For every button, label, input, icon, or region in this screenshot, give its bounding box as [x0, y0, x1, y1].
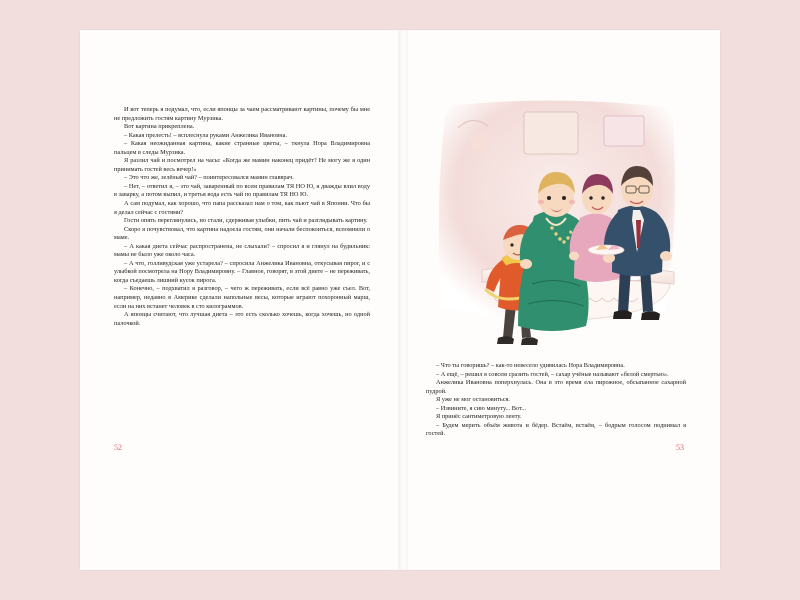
paragraph: – А какая диета сейчас распространена, не слыхали? – спросил я и глянул на будильник: мамы не было уже около часа.	[114, 242, 370, 259]
paragraph: – Какая прелесть! – всплеснула руками Анжелика Ивановна.	[124, 131, 288, 139]
paragraph: – Нет, – ответил я, – это чай, заваренный по всем правилам ТЯ НО Ю, я дважды влил воду в заварку, а потом выпил, и третья вода есть чай по правилам ТЯ НО Ю.	[114, 182, 370, 199]
paragraph: – Конечно, – подхватил я разговор, – чего ж переживать, если всё равно уже съел. Вот, например, недавно в Америке сделали напольные весы, которые играют похоронный марш, если на них встанет человек в сто килограммов.	[114, 285, 370, 310]
paragraph: – Будем мерить объём живота и бёдер. Встаём, встаём, – бодрым голосом поднимал я гостей.	[426, 421, 686, 438]
paragraph: – Какая неожиданная картина, какие странные цветы, – ткнула Нора Владимировна пальцем в следы Мурзика.	[114, 140, 370, 156]
paragraph: Гости опять переглянулись, но стали, сдерживая улыбки, пить чай и разглядывать картину.	[124, 217, 368, 225]
paragraph: Я уже не мог остановиться.	[436, 396, 510, 404]
paragraph: – А что, голливудская уже устарела? – спросила Анжелика Ивановна, откусывая пирог, и с улыбкой посмотрела на Нору Владимировну. – Главное, говорят, в этой диете – не переживать, когда съедаешь лишний кусок пирога.	[114, 259, 370, 284]
paragraph: – Что ты говоришь? – как-то невесело удивилась Нора Владимировна.	[436, 362, 625, 369]
left-page	[80, 30, 400, 570]
three-guests-tea-party-illustration	[428, 98, 686, 348]
paragraph: Анжелика Ивановна поперхнулась. Она в это время ела пирожное, обсыпанное сахарной пудрой.	[426, 379, 686, 395]
paragraph: – Это что же, зелёный чай? – поинтересовался мамин главврач.	[124, 174, 294, 182]
page-number-right: 53	[676, 443, 684, 452]
right-page-text	[426, 362, 686, 439]
paragraph: Я принёс сантиметровую ленту.	[436, 413, 522, 421]
paragraph: – А ещё, – решил я совсем сразить гостей, – сахар учёные называют «белой смертью».	[436, 370, 669, 378]
left-page-text	[114, 106, 370, 328]
paragraph: Я разлил чай и посмотрел на часы: «Когда же мамин наконец придёт? Не могу же я один принимать гостей весь вечер!»	[114, 157, 370, 173]
page-number-left: 52	[114, 443, 122, 452]
paragraph: А сам подумал, как хорошо, что папа рассказал нам о том, как пьют чай в Японии. Что бы я делал сейчас с гостями?	[114, 200, 370, 216]
right-page	[400, 30, 720, 570]
paragraph: А японцы считают, что лучшая диета – это есть сколько хочешь, когда хочешь, но одной палочкой.	[114, 311, 370, 327]
book-spread	[80, 30, 720, 570]
paragraph: Скоро я почувствовал, что картина надоела гостям, они начали беспокоиться, вспомнили о маме.	[114, 225, 370, 242]
paragraph: Вот картина прикреплена.	[124, 123, 195, 131]
paragraph: И вот теперь я подумал, что, если японцы за чаем рассматривают картины, почему бы мне не предложить гостям картину Мурзика.	[114, 106, 370, 122]
paragraph: – Извините, я сию минуту... Вот...	[436, 404, 527, 412]
